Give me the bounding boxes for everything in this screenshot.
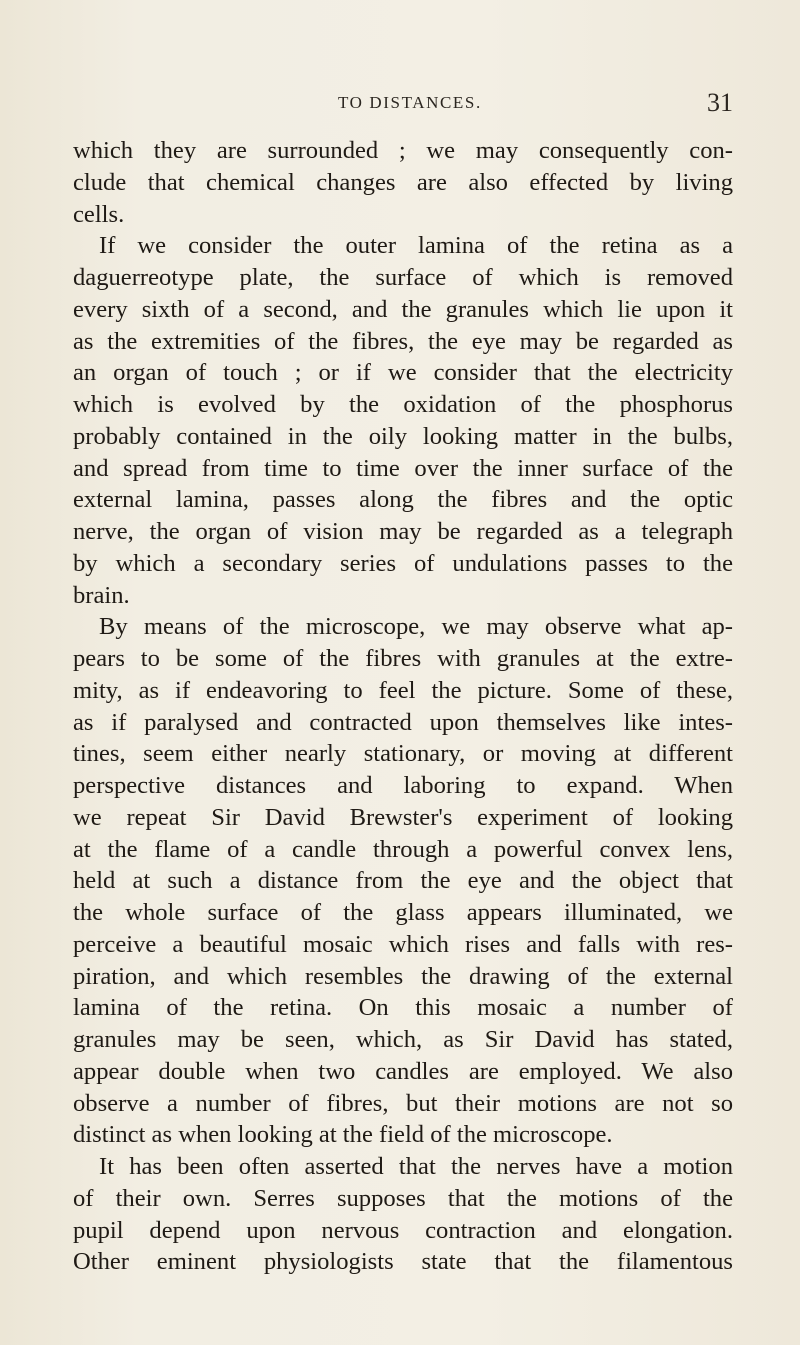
text-line: which is evolved by the oxidation of the phosphorus <box>73 391 733 418</box>
text-line: It has been often asserted that the nerves have a motion <box>99 1153 733 1180</box>
text-line: observe a number of fibres, but their motions are not so <box>73 1089 733 1117</box>
text-line: external lamina, passes along the fibres and the optic <box>73 486 733 514</box>
text-line: pupil depend upon nervous contraction and elongation. <box>73 1216 733 1244</box>
text-line: probably contained in the oily looking matter in the bulbs, <box>73 422 733 450</box>
text-line: appear double when two candles are employed. We also <box>73 1057 733 1085</box>
text-line: daguerreotype plate, the surface of which is removed <box>73 264 733 291</box>
text-line: distinct as when looking at the field of the microscope. <box>73 1121 613 1149</box>
text-line: of their own. Serres supposes that the motions of the <box>73 1184 733 1212</box>
text-line: at the flame of a candle through a powerful convex lens, <box>73 835 733 863</box>
text-line: pears to be some of the fibres with granules at the extre- <box>73 645 733 672</box>
text-line: clude that chemical changes are also effected by living <box>73 168 733 196</box>
text-line: By means of the microscope, we may observe what ap- <box>99 613 733 641</box>
running-title: TO DISTANCES. <box>338 93 482 112</box>
text-line: by which a secondary series of undulations passes to the <box>73 549 733 577</box>
text-line: perceive a beautiful mosaic which rises and falls with res- <box>73 930 733 958</box>
text-line: perspective distances and laboring to expand. When <box>73 772 733 799</box>
text-line: held at such a distance from the eye and the object that <box>73 867 733 895</box>
text-line: tines, seem either nearly stationary, or moving at different <box>73 740 733 768</box>
text-line: mity, as if endeavoring to feel the picture. Some of these, <box>73 676 733 704</box>
text-line: we repeat Sir David Brewster's experiment of looking <box>73 803 733 831</box>
text-line: granules may be seen, which, as Sir David has stated, <box>73 1026 733 1053</box>
text-line: as the extremities of the fibres, the eye may be regarded as <box>73 327 733 355</box>
text-line: which they are surrounded ; we may consequently con- <box>73 137 733 164</box>
text-line: every sixth of a second, and the granules which lie upon it <box>73 295 733 323</box>
text-line: as if paralysed and contracted upon themselves like intes- <box>73 708 733 736</box>
body-text <box>73 135 733 1278</box>
text-line: piration, and which resembles the drawing of the external <box>73 962 733 990</box>
text-line: the whole surface of the glass appears illuminated, we <box>73 899 733 926</box>
text-line: nerve, the organ of vision may be regarded as a telegraph <box>73 518 733 545</box>
text-line: and spread from time to time over the inner surface of the <box>73 454 733 482</box>
text-line: Other eminent physiologists state that the filamentous <box>73 1248 733 1276</box>
text-line: lamina of the retina. On this mosaic a number of <box>73 994 733 1022</box>
text-line: an organ of touch ; or if we consider that the electricity <box>73 359 733 387</box>
text-line: cells. <box>73 200 125 228</box>
text-line: brain. <box>73 581 130 609</box>
running-head <box>0 90 800 120</box>
text-line: If we consider the outer lamina of the retina as a <box>99 232 733 260</box>
page-number: 31 <box>707 88 733 117</box>
